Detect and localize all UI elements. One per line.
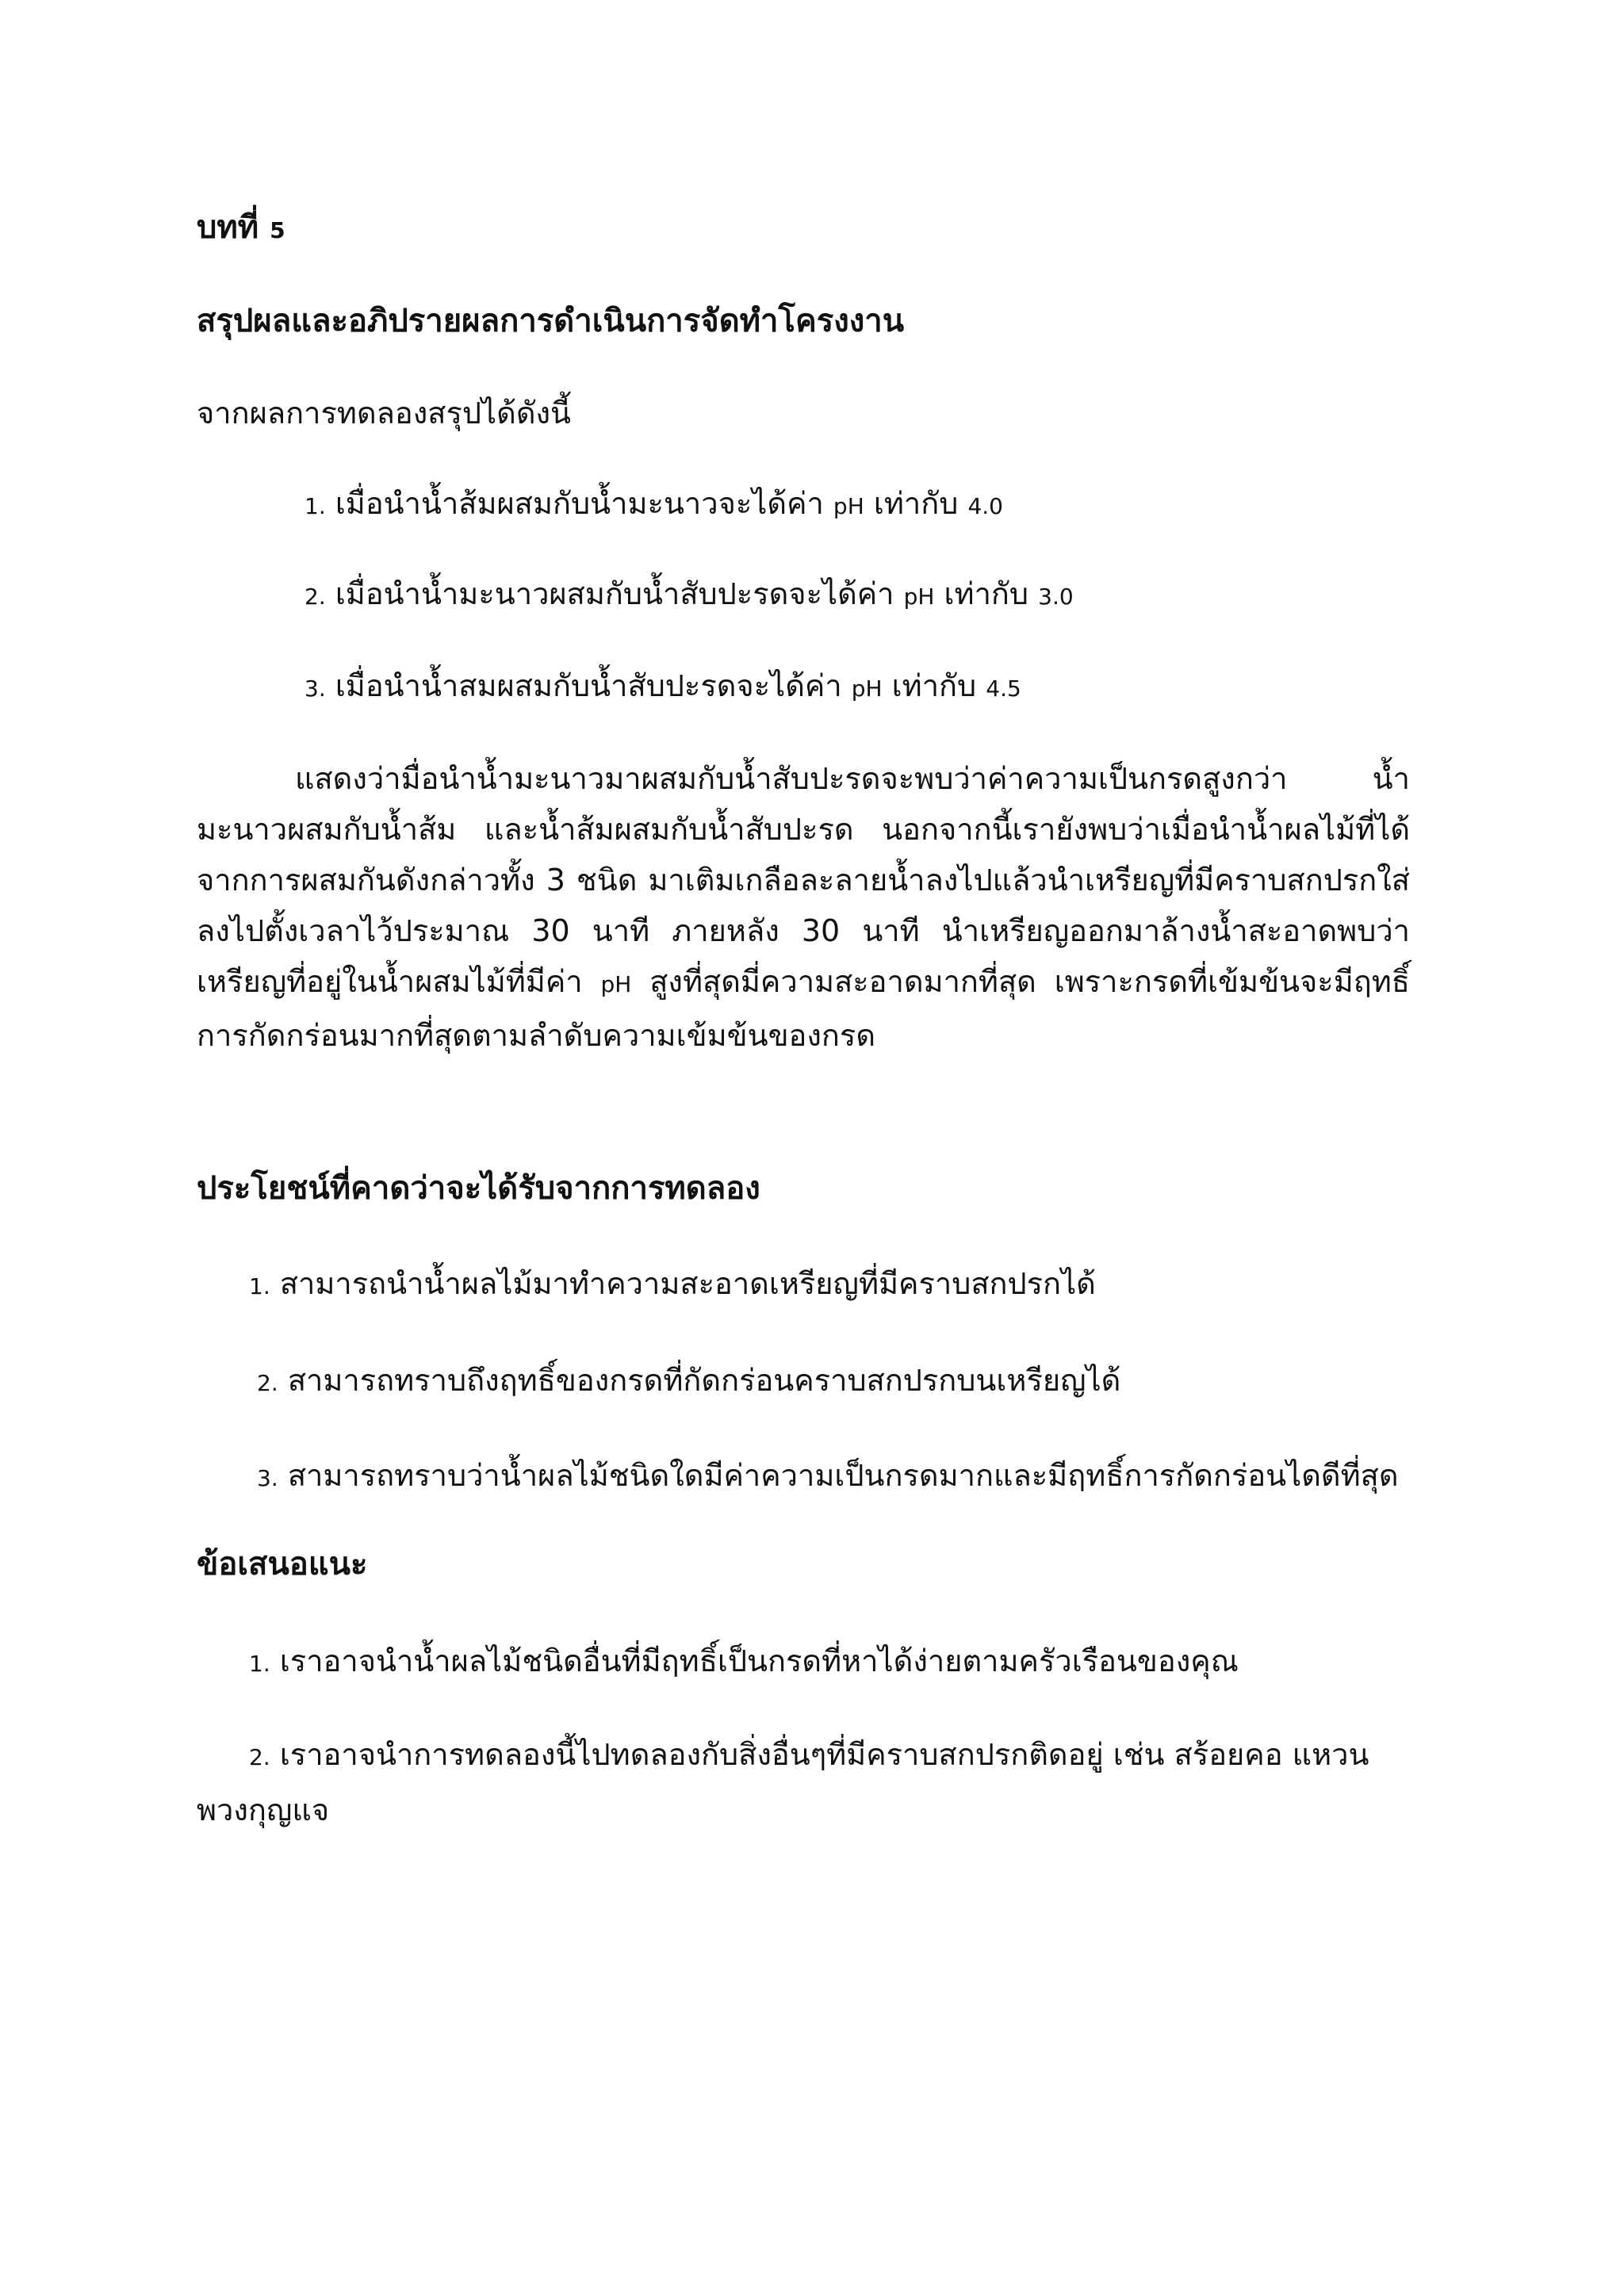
result-number: 3. <box>304 675 326 702</box>
benefit-text: สามารถทราบว่าน้ำผลไม้ชนิดใดมีค่าความเป็นกรดมากและมีฤทธิ์การกัดกร่อนไดดีที่สุด <box>287 1458 1399 1493</box>
benefit-text: สามารถนำน้ำผลไม้มาทำความสะอาดเหรียญที่มีคราบสกปรกได้ <box>279 1266 1096 1301</box>
discussion-paragraph <box>197 753 1410 1061</box>
benefit-text: สามารถทราบถึงฤทธิ์ของกรดที่กัดกร่อนคราบสกปรกบนเหรียญได้ <box>287 1363 1121 1398</box>
benefit-item <box>249 1264 1096 1307</box>
benefit-item <box>257 1360 1120 1403</box>
ph-label: pH <box>851 675 883 702</box>
chapter-number: 5 <box>270 217 285 243</box>
result-item <box>304 666 1021 709</box>
chapter-label: บทที่ <box>197 209 259 246</box>
discussion-text: แสดงว่ามื่อนำน้ำมะนาวมาผสมกับน้ำสับปะรดจะพบว่าค่าความเป็นกรดสูงกว่า น้ำมะนาวผสมกับน้ำส้ม และน้ำส้มผสมกับน้ำสับปะรด นอกจากนี้เรายังพบว่าเมื่อนำน้ำผลไม้ที่ได้จากการผสมกันดังกล่าวทั้ง 3 ชนิด มาเติมเกลือละลายน้ำลงไปแล้วนำเหรียญที่มีคราบสกปรกใส่ลงไปตั้งเวลาไว้ประมาณ 30 นาที ภายหลัง 30 นาที นำเหรียญออกมาล้างน้ำสะอาดพบว่าเหรียญที่อยู่ในน้ำผสมไม้ที่มีค่า <box>197 761 1410 999</box>
suggestion-text: เราอาจนำการทดลองนี้ไปทดลองกับสิ่งอื่นๆที่มีคราบสกปรกติดอยู่ เช่น สร้อยคอ แหวน <box>279 1737 1369 1772</box>
result-equals: เท่ากับ <box>944 576 1029 611</box>
result-value: 3.0 <box>1038 584 1074 610</box>
result-text: เมื่อนำน้ำส้มผสมกับน้ำมะนาวจะได้ค่า <box>335 486 824 521</box>
suggestion-continuation: พวงกุญแจ <box>197 1793 330 1827</box>
section-title: สรุปผลและอภิปรายผลการดำเนินการจัดทำโครงงาน <box>197 303 905 339</box>
result-text: เมื่อนำน้ำสมผสมกับน้ำสับปะรดจะได้ค่า <box>335 668 842 703</box>
results-intro: จากผลการทดลองสรุปได้ดังนี้ <box>197 396 572 430</box>
result-value: 4.5 <box>986 675 1021 702</box>
suggestion-number: 1. <box>249 1651 270 1677</box>
benefit-number: 2. <box>257 1370 278 1396</box>
suggestion-item <box>249 1641 1239 1684</box>
ph-label: pH <box>833 493 864 519</box>
result-number: 1. <box>304 493 326 519</box>
ph-label: pH <box>903 584 935 610</box>
chapter-heading <box>197 208 285 251</box>
result-item <box>304 484 1003 526</box>
suggestion-text: เราอาจนำน้ำผลไม้ชนิดอื่นที่มีฤทธิ์เป็นกรดที่หาได้ง่ายตามครัวเรือนของคุณ <box>279 1644 1239 1678</box>
suggestions-heading: ข้อเสนอแนะ <box>197 1546 368 1582</box>
benefit-number: 1. <box>249 1273 270 1299</box>
result-equals: เท่ากับ <box>873 486 959 521</box>
suggestion-number: 2. <box>249 1744 270 1770</box>
benefit-item <box>257 1456 1399 1498</box>
benefit-number: 3. <box>257 1465 278 1491</box>
result-number: 2. <box>304 584 326 610</box>
ph-label: pH <box>600 971 632 997</box>
result-text: เมื่อนำน้ำมะนาวผสมกับน้ำสับปะรดจะได้ค่า <box>335 576 894 611</box>
discussion-text-end: สูงที่สุดมี่ความสะอาดมากที่สุด เพราะกรดที่เข้มข้นจะมีฤทธิ์การกัดกร่อนมากที่สุดตามลำดับความเข้มข้นของกรด <box>197 964 1410 1053</box>
result-value: 4.0 <box>967 493 1003 519</box>
benefits-heading: ประโยชน์ที่คาดว่าจะได้รับจากการทดลอง <box>197 1170 760 1207</box>
result-item <box>304 574 1074 617</box>
suggestion-item <box>249 1735 1369 1777</box>
result-equals: เท่ากับ <box>891 668 977 703</box>
